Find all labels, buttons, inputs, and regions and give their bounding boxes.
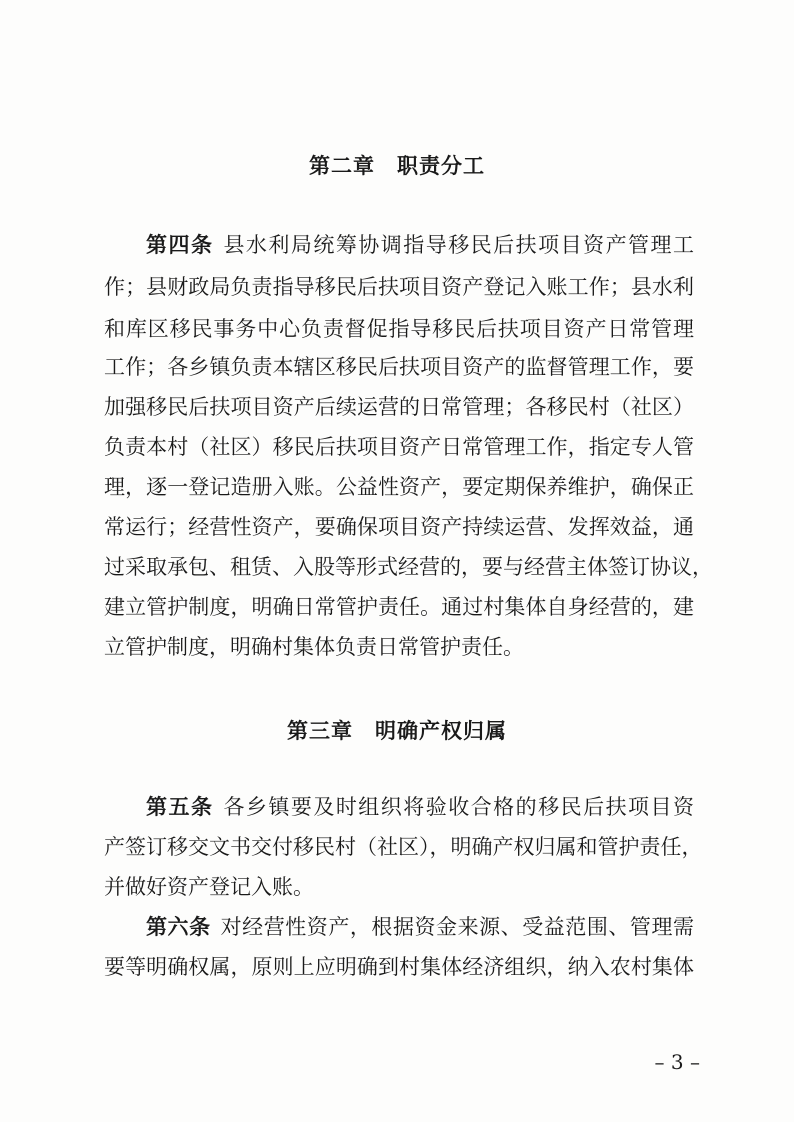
article-6-line-1: 第六条 对经营性资产，根据资金来源、受益范围、管理需 bbox=[146, 915, 694, 939]
article-4-line-8: 常运行；经营性资产，要确保项目资产持续运营、发挥效益，通 bbox=[104, 515, 694, 539]
article-4-line-2: 作；县财政局负责指导移民后扶项目资产登记入账工作；县水利 bbox=[104, 275, 694, 299]
article-4-line-11: 立管护制度，明确村集体负责日常管护责任。 bbox=[104, 635, 524, 659]
article-4-line-3: 和库区移民事务中心负责督促指导移民后扶项目资产日常管理 bbox=[104, 317, 694, 341]
article-4-line-4: 工作；各乡镇负责本辖区移民后扶项目资产的监督管理工作，要 bbox=[104, 355, 694, 379]
article-4-line-9: 过采取承包、租赁、入股等形式经营的，要与经营主体签订协议， bbox=[104, 555, 713, 579]
article-4-label: 第四条 bbox=[146, 233, 214, 257]
article-4-line-6: 负责本村（社区）移民后扶项目资产日常管理工作，指定专人管 bbox=[104, 435, 694, 459]
article-4-line-7: 理，逐一登记造册入账。公益性资产，要定期保养维护，确保正 bbox=[104, 475, 694, 499]
article-4-line-1: 第四条 县水利局统筹协调指导移民后扶项目资产管理工 bbox=[146, 233, 695, 257]
page-number: – 3 – bbox=[654, 1050, 700, 1074]
article-4-line-5: 加强移民后扶项目资产后续运营的日常管理；各移民村（社区） bbox=[104, 395, 694, 419]
article-6-line-2: 要等明确权属，原则上应明确到村集体经济组织，纳入农村集体 bbox=[104, 955, 694, 979]
article-5-line-1: 第五条 各乡镇要及时组织将验收合格的移民后扶项目资 bbox=[146, 795, 695, 819]
chapter-2-heading: 第二章 职责分工 bbox=[309, 154, 485, 178]
article-4-line-10: 建立管护制度，明确日常管护责任。通过村集体自身经营的，建 bbox=[104, 595, 694, 619]
article-5-line-3: 并做好资产登记入账。 bbox=[104, 875, 314, 899]
article-5-label: 第五条 bbox=[146, 795, 214, 819]
chapter-3-heading: 第三章 明确产权归属 bbox=[287, 719, 507, 743]
article-6-label: 第六条 bbox=[146, 915, 211, 939]
article-5-line-2: 产签订移交文书交付移民村（社区），明确产权归属和管护责任， bbox=[104, 835, 703, 859]
